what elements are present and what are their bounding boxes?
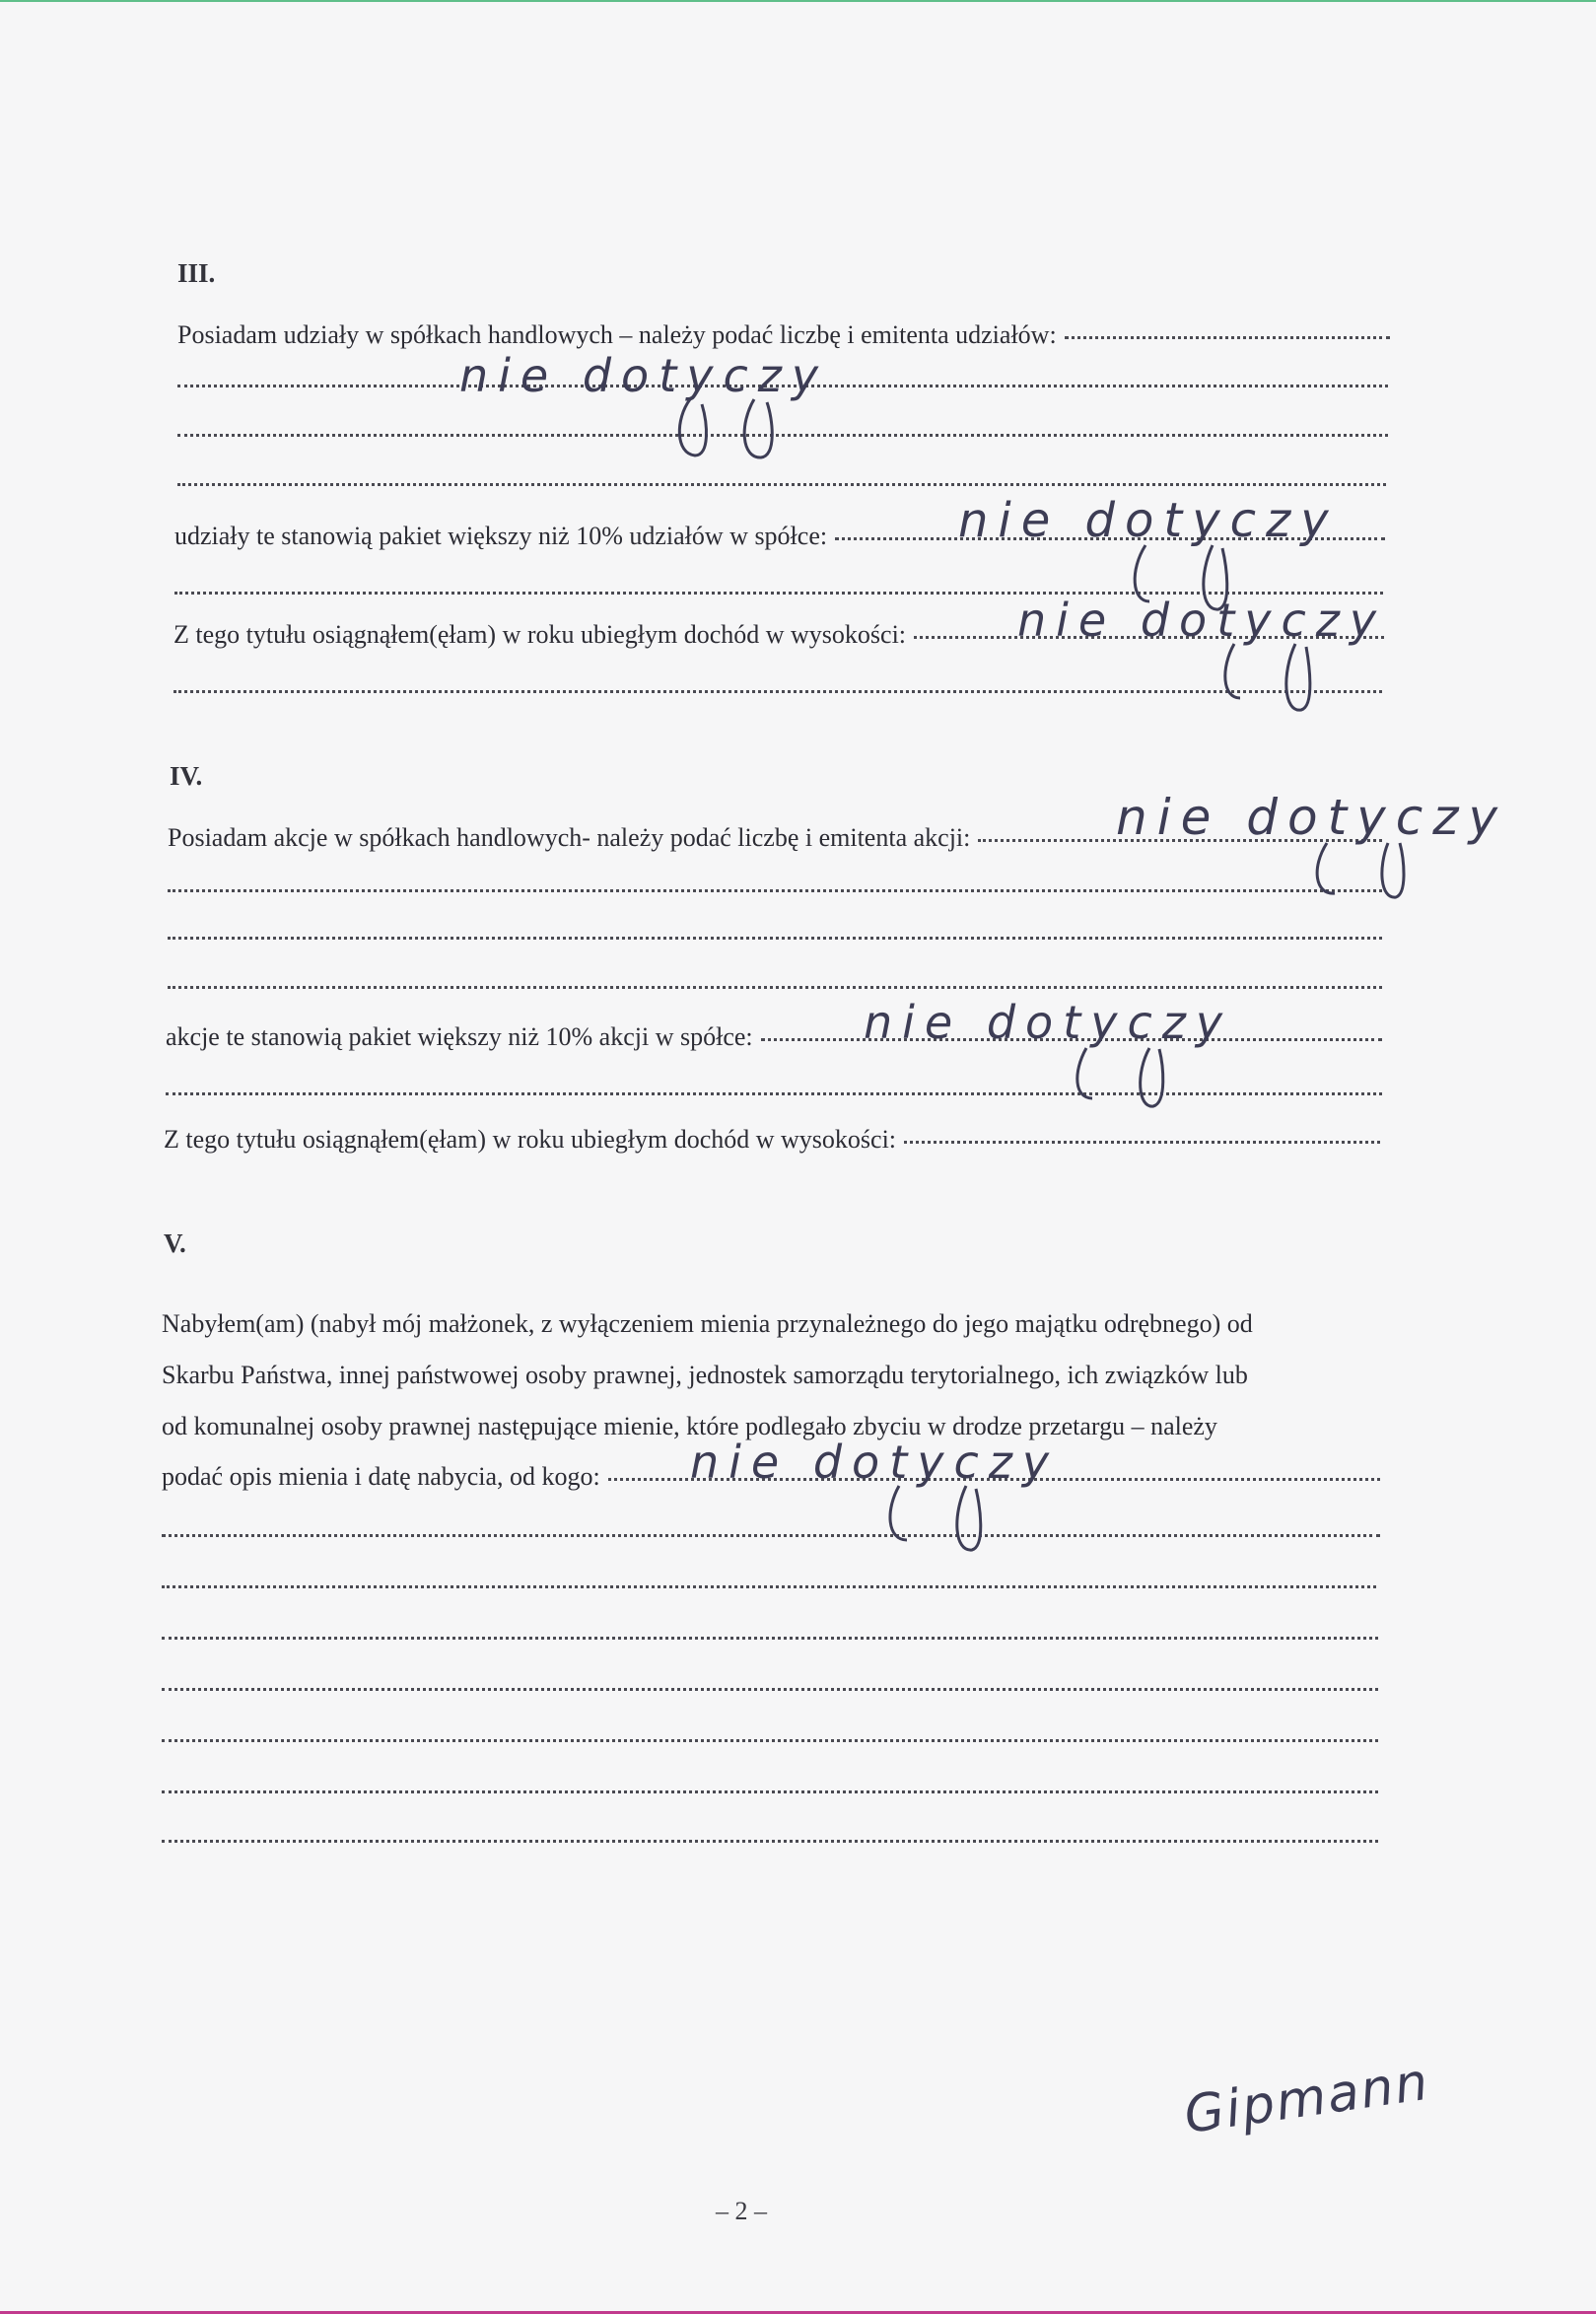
s3-shares-field[interactable] bbox=[1065, 336, 1390, 339]
s4-income-field[interactable] bbox=[904, 1141, 1380, 1144]
s5-paragraph-line-2: Skarbu Państwa, innej państwowej osoby prawnej, jednostek samorządu terytorialnego, ich związków lub bbox=[162, 1361, 1248, 1389]
s4-shares-hook-marks bbox=[1301, 838, 1420, 917]
section-5-heading: V. bbox=[164, 1228, 186, 1258]
handwritten-signature: Gipmann bbox=[1180, 2052, 1433, 2145]
s4-stake-extra-line[interactable] bbox=[166, 1092, 1382, 1095]
s5-answer-line-2[interactable] bbox=[162, 1585, 1376, 1588]
s4-answer-line-2[interactable] bbox=[168, 937, 1382, 940]
s4-stake-handwritten-answer: nie dotyczy bbox=[864, 996, 1233, 1049]
s5-answer-line-7[interactable] bbox=[162, 1840, 1378, 1843]
section-3-heading: III. bbox=[177, 258, 216, 288]
s5-acquisition-hook-marks bbox=[877, 1481, 1006, 1570]
s5-answer-line-3[interactable] bbox=[162, 1637, 1378, 1640]
s5-acquisition-handwritten-answer: nie dotyczy bbox=[690, 1436, 1060, 1489]
s4-income-line bbox=[164, 1124, 1380, 1156]
s3-shares-handwritten-answer: nie dotyczy bbox=[459, 349, 829, 402]
s3-shares-hook-marks bbox=[670, 394, 798, 473]
scan-edge-top bbox=[0, 0, 1596, 2]
s4-answer-line-3[interactable] bbox=[168, 986, 1382, 989]
s3-income-label: Z tego tytułu osiągnąłem(ęłam) w roku ubiegłym dochód w wysokości: bbox=[173, 620, 907, 649]
s3-shares-line bbox=[177, 319, 1390, 351]
section-4-heading: IV. bbox=[170, 761, 203, 791]
s5-acquisition-label: podać opis mienia i datę nabycia, od kogo: bbox=[162, 1462, 600, 1491]
s3-income-handwritten-answer: nie dotyczy bbox=[1017, 594, 1387, 647]
s4-stake-hook-marks bbox=[1065, 1043, 1193, 1122]
s4-shares-label: Posiadam akcje w spółkach handlowych- należy podać liczbę i emitenta akcji: bbox=[168, 823, 971, 852]
s4-income-label: Z tego tytułu osiągnąłem(ęłam) w roku ubiegłym dochód w wysokości: bbox=[164, 1125, 897, 1154]
page-number: – 2 – bbox=[716, 2197, 767, 2225]
s3-income-extra-line[interactable] bbox=[173, 690, 1382, 693]
s3-income-hook-marks bbox=[1213, 639, 1341, 728]
s4-answer-line-1[interactable] bbox=[168, 889, 1382, 892]
s5-paragraph-line-1: Nabyłem(am) (nabył mój małżonek, z wyłączeniem mienia przynależnego do jego majątku odrębnego) od bbox=[162, 1309, 1253, 1338]
s5-paragraph-line-3: od komunalnej osoby prawnej następujące mienie, które podlegało zbyciu w drodze przetargu – należy bbox=[162, 1412, 1217, 1440]
s5-answer-line-1[interactable] bbox=[162, 1534, 1380, 1537]
s3-answer-line-3[interactable] bbox=[177, 483, 1386, 486]
s4-shares-handwritten-answer: nie dotyczy bbox=[1116, 789, 1508, 846]
s3-stake-handwritten-answer: nie dotyczy bbox=[958, 493, 1339, 548]
s5-answer-line-6[interactable] bbox=[162, 1790, 1378, 1793]
s5-answer-line-4[interactable] bbox=[162, 1688, 1378, 1691]
s5-answer-line-5[interactable] bbox=[162, 1739, 1378, 1742]
s3-stake-label: udziały te stanowią pakiet większy niż 10% udziałów w spółce: bbox=[174, 522, 828, 550]
s4-stake-label: akcje te stanowią pakiet większy niż 10% akcji w spółce: bbox=[166, 1022, 753, 1051]
s3-shares-label: Posiadam udziały w spółkach handlowych – należy podać liczbę i emitenta udziałów: bbox=[177, 320, 1057, 349]
